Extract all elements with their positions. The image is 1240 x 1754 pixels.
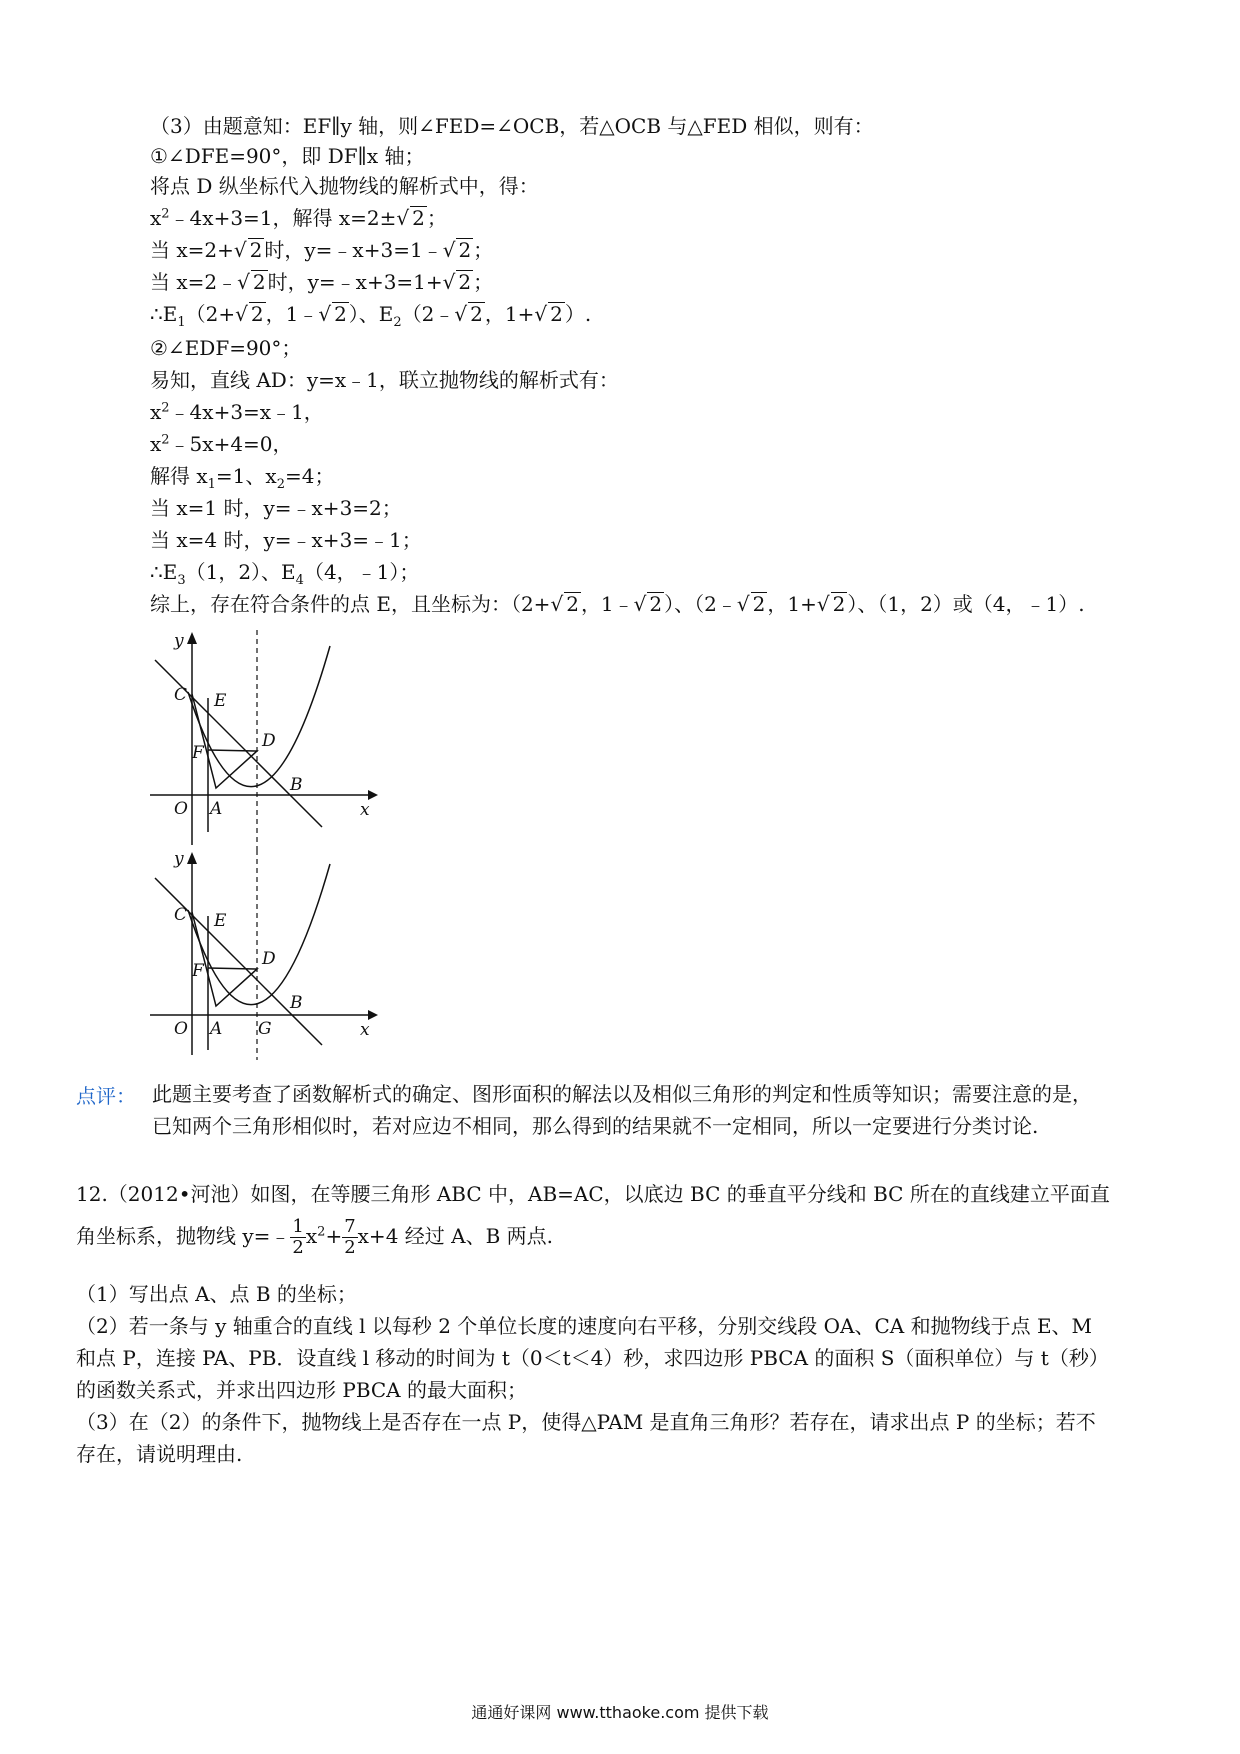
comment-line-2: 已知两个三角形相似时，若对应边不相同，那么得到的结果就不一定相同，所以一定要进行分类讨论. [152,1114,1039,1138]
solution-line-3: 将点 D 纵坐标代入抛物线的解析式中，得： [150,174,539,198]
page-footer: 通通好课网 www.tthaoke.com 提供下载 [471,1703,769,1722]
problem12-line-1: 12.（2012•河池）如图，在等腰三角形 ABC 中，AB=AC，以底边 BC 的垂直平分线和 BC 所在的直线建立平面直 [76,1182,1110,1206]
comment-line-1: 此题主要考查了函数解析式的确定、图形面积的解法以及相似三角形的判定和性质等知识；需要注意的是， [152,1082,1092,1106]
x-axis-arrow [368,790,378,800]
solution-line-2: ①∠DFE=90°，即 DF∥x 轴； [150,144,425,168]
solution-line-11: $x^2﹣5x+4=0$， [150,432,293,456]
fraction-1-2: $\frac{1}{2}$ [292,1216,304,1258]
label-e: E [214,691,227,711]
label-f: F [192,743,204,763]
label-y: y [174,631,184,651]
solution-line-5: 当 x=2+√ 2 时，y=﹣x+3=1﹣√ 2 ； [150,238,494,262]
problem12-question-2-line-2: 和点 P，连接 PA、PB．设直线 l 移动的时间为 t（0＜t＜4）秒，求四边形 PBCA 的面积 S（面积单位）与 t（秒） [76,1346,1109,1370]
problem12-question-2-line-3: 的函数关系式，并求出四边形 PBCA 的最大面积； [76,1378,527,1402]
solution-line-10: $x^2﹣4x+3=x﹣1$， [150,400,324,424]
problem12-line-2: 角坐标系，抛物线 y=﹣ $\frac{1}{2}$ $x^2+$ $\frac{7}{2}$ x+4 经过 A、B 两点. [76,1216,553,1258]
problem12-question-3-line-2: 存在，请说明理由. [76,1442,243,1466]
solution-line-7: $\therefore E_1(2+√$ 2 ，1﹣√ 2 ）、$E_2(2﹣√$ 2 ，1+√ 2 ）. [150,302,592,330]
solution-line-6: 当 x=2﹣√ 2 时，y=﹣x+3=1+√ 2 ； [150,270,494,294]
x-axis-arrow [368,1010,378,1020]
problem12-question-2-line-1: （2）若一条与 y 轴重合的直线 l 以每秒 2 个单位长度的速度向右平移，分别交线段 OA、CA 和抛物线于点 E、M [76,1314,1093,1338]
label-x: x [360,800,370,820]
label-x: x [360,1020,370,1040]
solution-line-13: 当 x=1 时，y=﹣x+3=2； [150,496,402,520]
label-e: E [214,911,227,931]
parabola [188,864,330,1005]
label-a: A [210,799,223,819]
solution-line-8: ②∠EDF=90°； [150,336,302,360]
problem12-question-1: （1）写出点 A、点 B 的坐标； [76,1282,357,1306]
label-o: O [174,799,188,819]
figure-parabola-2 [140,850,380,1060]
label-b: B [290,993,303,1013]
problem12-question-3-line-1: （3）在（2）的条件下，抛物线上是否存在一点 P，使得△PAM 是直角三角形？若存在，请求出点 P 的坐标；若不 [76,1410,1096,1434]
solution-line-16: 综上，存在符合条件的点 E，且坐标为：（2+√ 2 ，1﹣√ 2 ）、（2﹣√ 2 ，1+√ 2 ）、（1，2）或（4，﹣1）. [150,592,1085,616]
label-d: D [262,731,276,751]
solution-line-15: $\therefore E_3(1$，2）、$E_4(4$，﹣1）； [150,560,420,588]
solution-line-4: $x^2﹣4x+3=1$，解得 x=2±√ 2 ； [150,206,447,230]
figure-parabola-1 [140,630,380,850]
comment-label: 点评： [76,1084,136,1108]
parabola [188,646,330,787]
solution-line-1: （3）由题意知：EF∥y 轴，则∠FED=∠OCB，若△OCB 与△FED 相似，则有： [150,114,874,138]
label-c: C [174,905,188,925]
label-c: C [174,685,188,705]
y-axis-arrow [187,632,197,644]
label-b: B [290,775,303,795]
label-g: G [258,1019,272,1039]
label-f: F [192,961,204,981]
solution-line-14: 当 x=4 时，y=﹣x+3=﹣1； [150,528,422,552]
y-axis-arrow [187,852,197,864]
solution-line-12: 解得 $x_1=1$、$x_2=4$； [150,464,335,492]
fraction-7-2: $\frac{7}{2}$ [344,1216,356,1258]
label-y: y [174,850,184,869]
label-d: D [262,949,276,969]
label-o: O [174,1019,188,1039]
label-a: A [210,1019,223,1039]
solution-line-9: 易知，直线 AD：y=x﹣1，联立抛物线的解析式有： [150,368,619,392]
